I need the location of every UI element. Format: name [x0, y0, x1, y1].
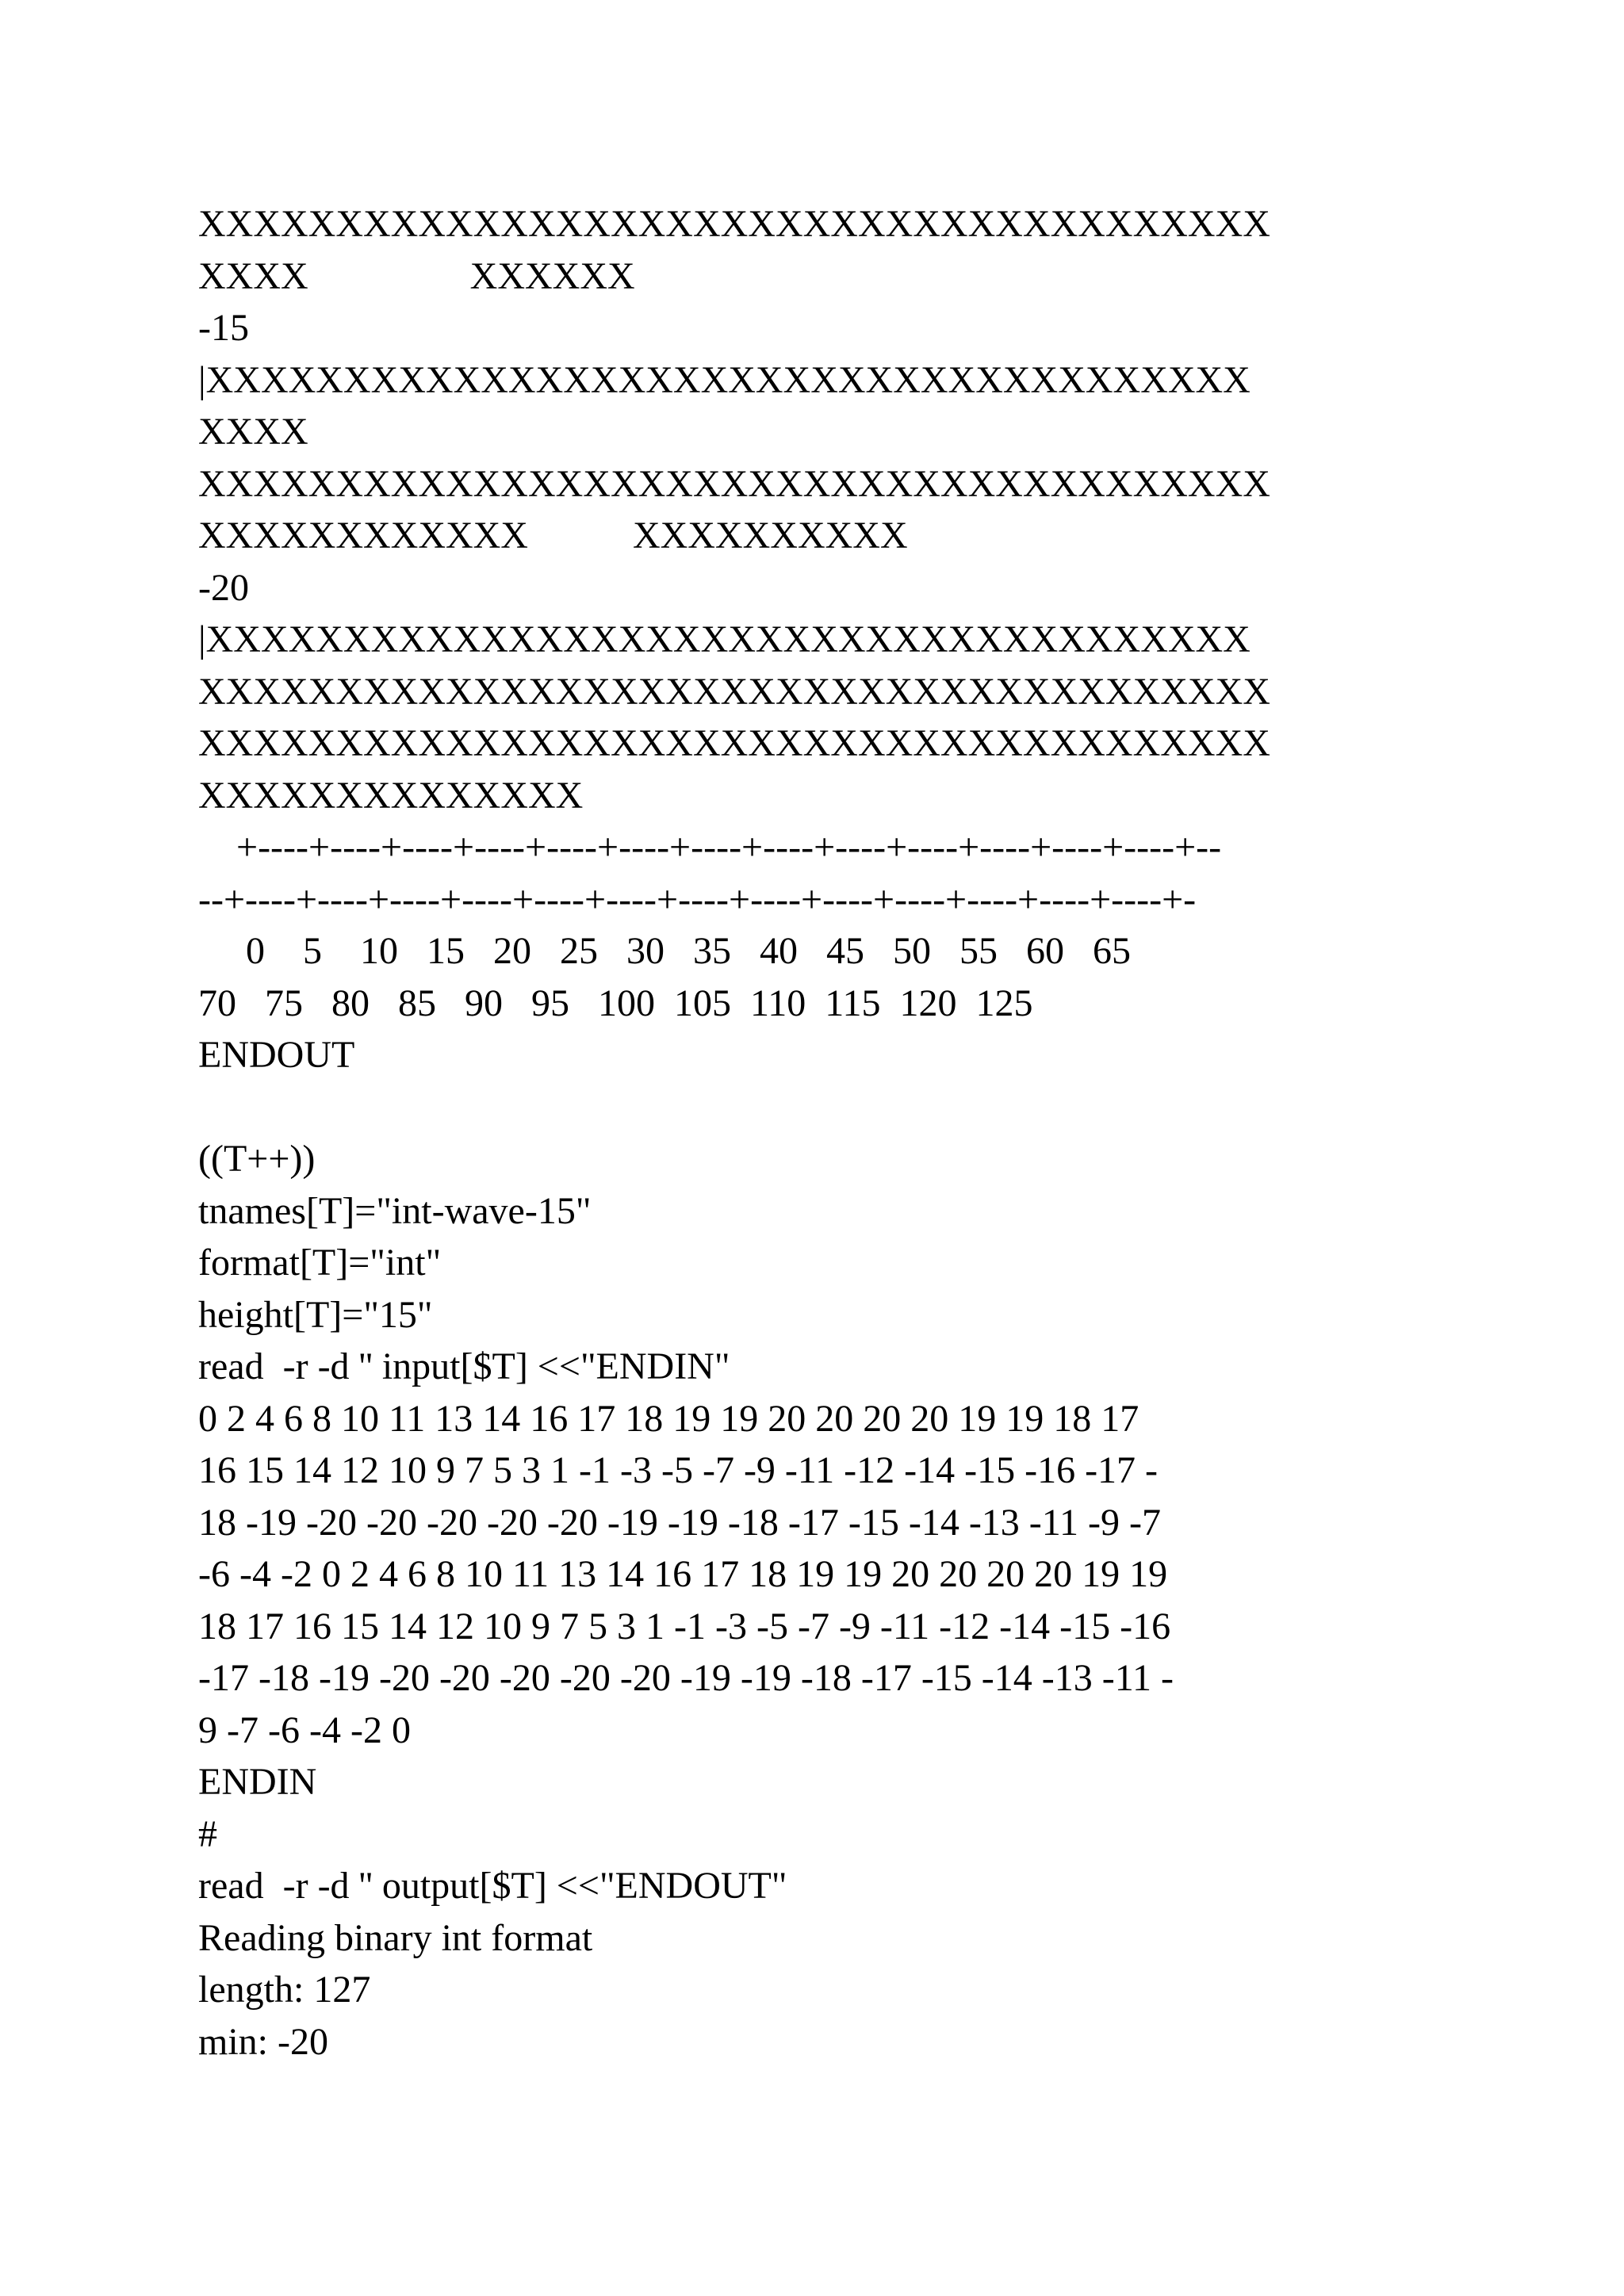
text-line: read -r -d '' input[$T] <<"ENDIN" — [198, 1345, 730, 1387]
text-line: |XXXXXXXXXXXXXXXXXXXXXXXXXXXXXXXXXXXXXX — [198, 618, 1251, 660]
text-line: ENDIN — [198, 1761, 317, 1803]
text-line: Reading binary int format — [198, 1916, 593, 1959]
text-line: -17 -18 -19 -20 -20 -20 -20 -20 -19 -19 -18 -17 -15 -14 -13 -11 - — [198, 1657, 1174, 1699]
blank-line — [198, 1081, 1435, 1134]
text-line: 18 17 16 15 14 12 10 9 7 5 3 1 -1 -3 -5 -7 -9 -11 -12 -14 -15 -16 — [198, 1605, 1171, 1647]
text-line: 18 -19 -20 -20 -20 -20 -20 -19 -19 -18 -17 -15 -14 -13 -11 -9 -7 — [198, 1501, 1161, 1544]
text-line: XXXX — [198, 411, 308, 453]
text-line: 0 2 4 6 8 10 11 13 14 16 17 18 19 19 20 20 20 20 19 19 18 17 — [198, 1397, 1139, 1440]
text-line: ENDOUT — [198, 1034, 355, 1076]
axis-tick-labels: 0 5 10 15 20 25 30 35 40 45 50 55 60 65 — [198, 930, 1131, 972]
text-line: 16 15 14 12 10 9 7 5 3 1 -1 -3 -5 -7 -9 -11 -12 -14 -15 -16 -17 - — [198, 1449, 1159, 1491]
text-line: XXXXXXXXXXXX XXXXXXXXXX — [198, 515, 908, 557]
text-line: XXXXXXXXXXXXXXXXXXXXXXXXXXXXXXXXXXXXXXX — [198, 462, 1270, 505]
text-line: XXXXXXXXXXXXXXXXXXXXXXXXXXXXXXXXXXXXXXX — [198, 670, 1270, 713]
text-line: -15 — [198, 307, 249, 349]
text-line: XXXXXXXXXXXXXXXXXXXXXXXXXXXXXXXXXXXXXXX — [198, 722, 1270, 764]
text-line: XXXXXXXXXXXXXX — [198, 774, 584, 817]
text-line: height[T]="15" — [198, 1293, 433, 1336]
text-line: -6 -4 -2 0 2 4 6 8 10 11 13 14 16 17 18 19 19 20 20 20 20 19 19 — [198, 1553, 1168, 1595]
text-line: # — [198, 1812, 217, 1855]
text-line: ((T++)) — [198, 1138, 316, 1180]
axis-rule-line: +----+----+----+----+----+----+----+----+----+----+----+----+----+-- — [198, 826, 1222, 868]
text-line: format[T]="int" — [198, 1242, 442, 1284]
text-line: -20 — [198, 566, 249, 609]
text-line: min: -20 — [198, 2020, 328, 2063]
text-line: |XXXXXXXXXXXXXXXXXXXXXXXXXXXXXXXXXXXXXX — [198, 358, 1251, 401]
text-line: 9 -7 -6 -4 -2 0 — [198, 1709, 411, 1751]
axis-rule-line: --+----+----+----+----+----+----+----+----+----+----+----+----+----+- — [198, 878, 1197, 920]
document-text — [198, 198, 1435, 2068]
text-line: length: 127 — [198, 1969, 371, 2011]
text-line: XXXXXXXXXXXXXXXXXXXXXXXXXXXXXXXXXXXXXXX — [198, 203, 1270, 245]
text-line: tnames[T]="int-wave-15" — [198, 1189, 592, 1232]
text-line: read -r -d '' output[$T] <<"ENDOUT" — [198, 1865, 787, 1907]
axis-tick-labels: 70 75 80 85 90 95 100 105 110 115 120 125 — [198, 982, 1033, 1024]
text-line: XXXX XXXXXX — [198, 254, 635, 297]
